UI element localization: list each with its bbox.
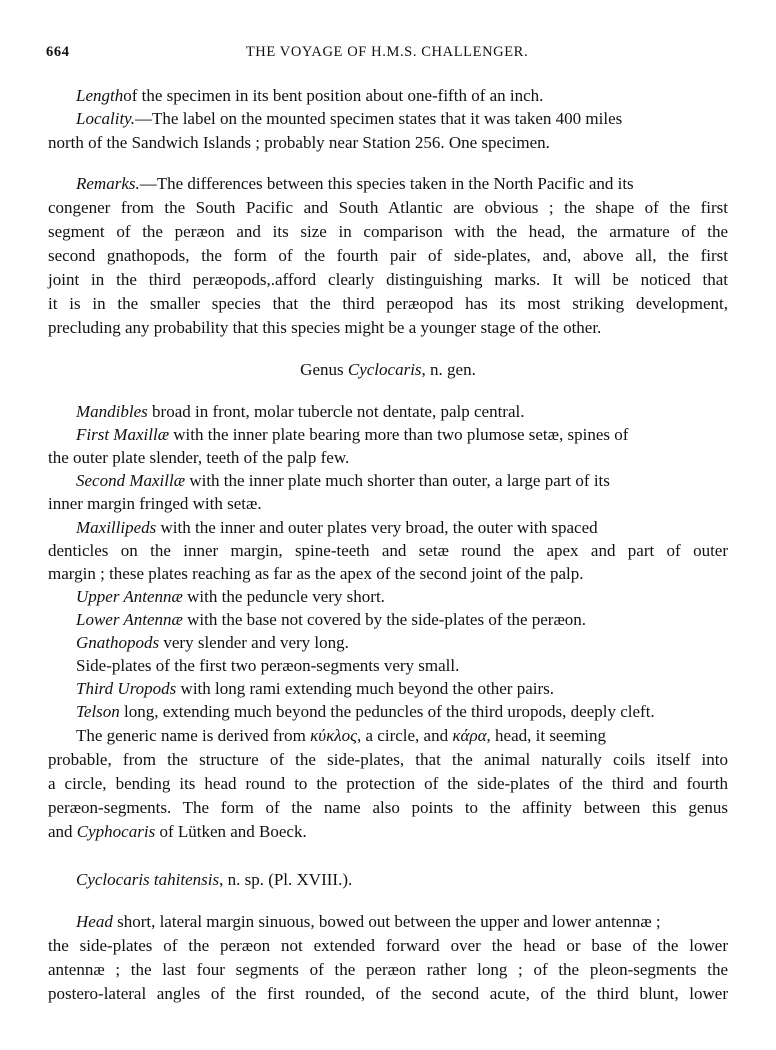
head-line-1 [76,910,728,934]
remarks-line-2: congener from the South Pacific and South Atlantic are obvious ; the shape of the first [48,198,728,217]
remarks-term: Remarks. [76,174,140,193]
generic-name-line-1 [76,724,728,748]
generic-text-c: , head, it seeming [486,726,606,745]
generic-last-b: of Lütken and Boeck. [155,822,307,841]
gnathopods-text: very slender and very long. [159,633,349,652]
species-suffix: , n. sp. (Pl. XVIII.). [219,870,353,889]
genus-prefix: Genus [300,360,348,379]
lower-antennae-line [76,608,728,632]
head-line-2: the side-plates of the peræon not extended forward over the head or base of the lower [48,936,728,955]
third-uropods-line [76,677,728,701]
lower-antennae-term: Lower Antennæ [76,610,183,629]
generic-text-b: , a circle, and [357,726,453,745]
telson-term: Telson [76,702,120,721]
locality-line-1 [76,107,728,131]
page-number: 664 [46,44,70,60]
cyphocaris-name: Cyphocaris [76,822,156,841]
mandibles-text: broad in front, molar tubercle not dentate, palp central. [147,402,525,421]
generic-text-a: The generic name is derived from [76,726,311,745]
remarks-line-5: joint in the third peræopods,.afford clearly distinguishing marks. It will be noticed that [48,270,728,289]
remarks-line-4: second gnathopods, the form of the fourth pair of side-plates, and, above all, the first [48,246,728,265]
telson-text: long, extending much beyond the peduncles of the third uropods, deeply cleft. [119,702,655,721]
gnathopods-term: Gnathopods [76,633,160,652]
generic-name-line-3: a circle, bending its head round to the protection of the side-plates of the third and fourth [48,774,728,793]
mandibles-line [76,400,728,424]
greek-kyklos: κύκλος [310,726,358,745]
head-line-4: postero-lateral angles of the first rounded, of the second acute, of the third blunt, lower [48,984,728,1003]
third-uropods-term: Third Uropods [76,679,177,698]
length-text: of the specimen in its bent position about one-fifth of an inch. [123,86,544,105]
head-term: Head [76,912,113,931]
page-header [46,44,728,64]
head-text-1: short, lateral margin sinuous, bowed out between the upper and lower antennæ ; [112,912,661,931]
lower-antennae-text: with the base not covered by the side-plates of the peræon. [182,610,587,629]
remarks-line-6: it is in the smaller species that the third peræopod has its most striking development, [48,294,728,313]
maxillipeds-line-3: margin ; these plates reaching as far as the apex of the second joint of the palp. [48,564,584,583]
generic-name-line-2: probable, from the structure of the side-plates, that the animal naturally coils itself into [48,750,728,769]
first-maxillae-line-2: the outer plate slender, teeth of the palp few. [48,448,350,467]
locality-term: Locality. [76,109,136,128]
generic-last-a: and [48,822,77,841]
first-maxillae-term: First Maxillæ [76,425,170,444]
telson-line [76,700,728,724]
second-maxillae-text-1: with the inner plate much shorter than outer, a large part of its [185,471,610,490]
first-maxillae-line-1 [76,423,728,447]
running-title: THE VOYAGE OF H.M.S. CHALLENGER. [245,44,529,60]
species-name: Cyclocaris tahitensis [76,870,220,889]
locality-text-1: —The label on the mounted specimen states that it was taken 400 miles [135,109,623,128]
second-maxillae-line-1 [76,469,728,493]
maxillipeds-line-2: denticles on the inner margin, spine-teeth and setæ round the apex and part of outer [48,541,728,560]
remarks-line-1 [76,172,728,196]
genus-name: Cyclocaris [347,360,422,379]
side-plates-line: Side-plates of the first two peræon-segments very small. [76,656,460,675]
second-maxillae-term: Second Maxillæ [76,471,186,490]
species-heading [76,868,728,892]
maxillipeds-text-1: with the inner and outer plates very broad, the outer with spaced [156,518,598,537]
genus-suffix: , n. gen. [421,360,476,379]
generic-name-line-5 [48,820,728,844]
mandibles-term: Mandibles [76,402,148,421]
generic-name-line-4: peræon-segments. The form of the name also points to the affinity between this genus [48,798,728,817]
upper-antennae-line [76,585,728,609]
gnathopods-line [76,631,728,655]
upper-antennae-term: Upper Antennæ [76,587,183,606]
maxillipeds-term: Maxillipeds [76,518,157,537]
first-maxillae-text-1: with the inner plate bearing more than two plumose setæ, spines of [169,425,629,444]
genus-heading [0,358,776,382]
remarks-line-7: precluding any probability that this species might be a younger stage of the other. [48,318,602,337]
locality-line-2: north of the Sandwich Islands ; probably near Station 256. One specimen. [48,133,550,152]
length-term: Length [76,86,124,105]
maxillipeds-line-1 [76,516,728,540]
greek-kara: κάρα [452,726,487,745]
head-line-3: antennæ ; the last four segments of the peræon rather long ; of the pleon-segments the [48,960,728,979]
length-line [0,84,776,108]
upper-antennae-text: with the peduncle very short. [182,587,385,606]
third-uropods-text: with long rami extending much beyond the other pairs. [176,679,554,698]
remarks-line-3: segment of the peræon and its size in comparison with the head, the armature of the [48,222,728,241]
remarks-text-1: —The differences between this species taken in the North Pacific and its [139,174,634,193]
second-maxillae-line-2: inner margin fringed with setæ. [48,494,262,513]
